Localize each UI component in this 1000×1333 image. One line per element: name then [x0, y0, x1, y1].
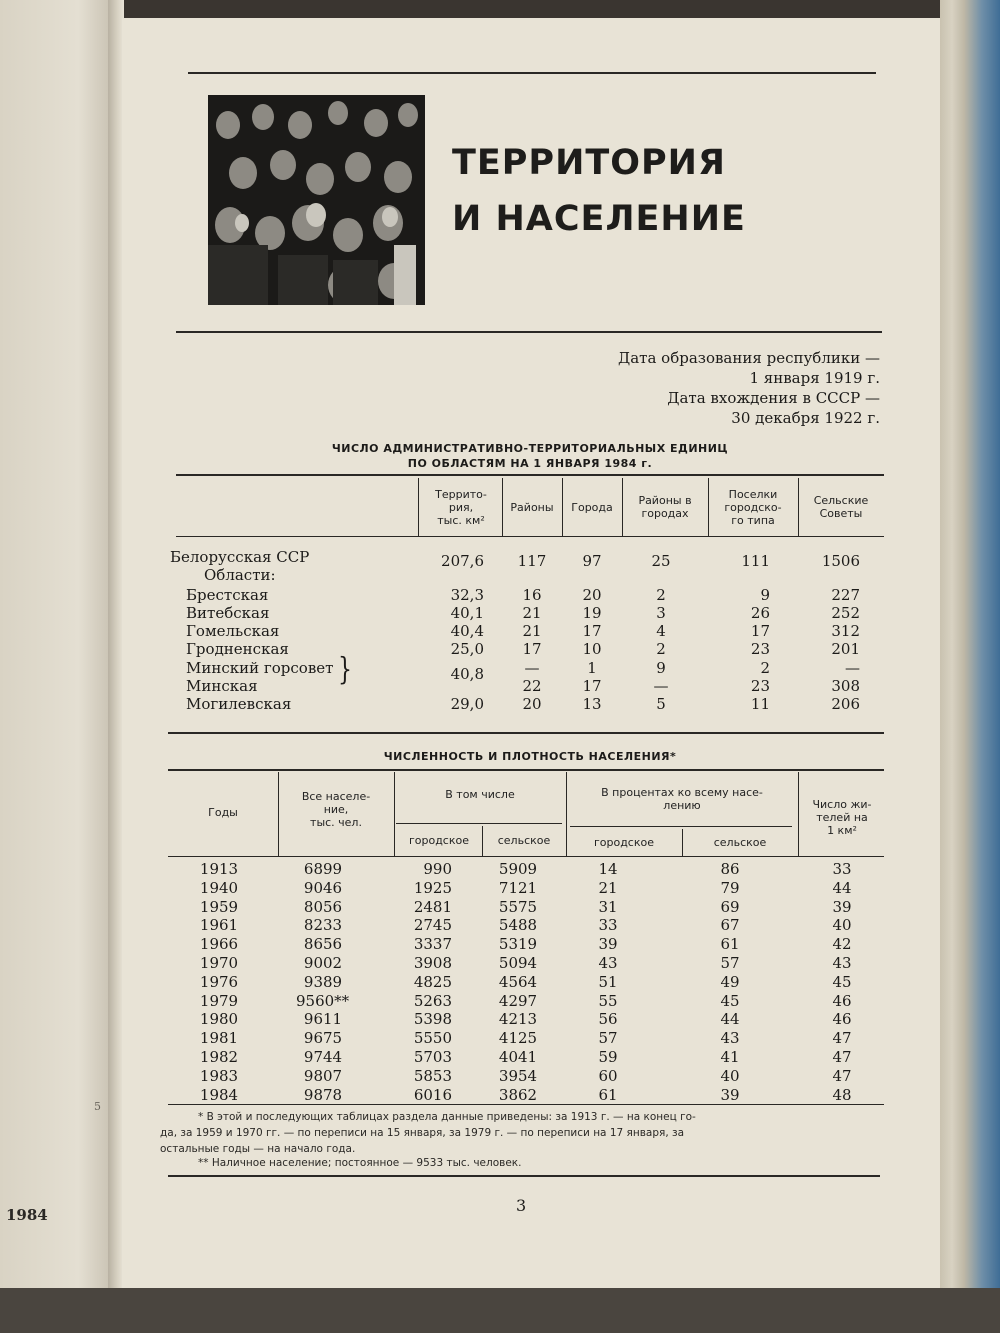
table2-cell: 1970 — [199, 954, 239, 972]
table2-cell: 40 — [720, 1066, 740, 1085]
table1-cell: 16 — [522, 586, 542, 604]
table1-cell: 252 — [831, 604, 860, 622]
table2-cell: 51 — [598, 972, 618, 991]
section-title: ТЕРРИТОРИЯ И НАСЕЛЕНИЕ — [452, 143, 746, 239]
table2-col-divider — [278, 772, 279, 856]
table2-cell: 9807 — [303, 1066, 343, 1085]
table1-cell: — — [845, 659, 860, 677]
table1-cell: 1 — [587, 659, 597, 677]
table1-cell: — — [653, 677, 669, 695]
table2-cell: 47 — [832, 1048, 852, 1066]
table2-col-divider — [798, 772, 799, 856]
table2-cell: 48 — [832, 1085, 852, 1104]
table2-cell: 5703 — [413, 1048, 452, 1066]
table2-caption: ЧИСЛЕННОСТЬ И ПЛОТНОСТЬ НАСЕЛЕНИЯ* — [383, 750, 677, 763]
table1-row-label: Витебская — [186, 604, 270, 622]
table2-cell: 45 — [720, 991, 740, 1010]
table1-cell: 201 — [831, 640, 860, 658]
table2-cell: 1940 — [199, 878, 239, 897]
table1-column-header: Сельские Советы — [813, 494, 869, 520]
table1-column-header: Районы в городах — [638, 494, 692, 520]
table1-cell: 97 — [582, 552, 602, 570]
table1-cell: 40,4 — [450, 622, 484, 640]
date-line-4: 30 декабря 1922 г. — [731, 409, 880, 427]
table1-cell: 23 — [750, 677, 770, 695]
table2-cell: 9560** — [296, 991, 350, 1010]
table1-row-label: Области: — [204, 566, 276, 584]
table2-cell: 47 — [832, 1066, 852, 1085]
left-page-mark: 5 — [94, 1100, 101, 1113]
table2-cell: 4297 — [498, 991, 538, 1010]
table2-cell: 39 — [832, 897, 852, 916]
table2-sub-rule-2 — [570, 826, 792, 827]
table2-cell: 9744 — [303, 1048, 343, 1066]
table2-cell: 1913 — [199, 860, 239, 878]
table1-caption-2: ПО ОБЛАСТЯМ НА 1 ЯНВАРЯ 1984 г. — [407, 457, 653, 470]
table2-cell: 39 — [598, 935, 618, 954]
table2-header-rural-pct: сельское — [713, 836, 767, 849]
table1-cell: 17 — [582, 677, 602, 695]
table2-cell: 5853 — [413, 1066, 452, 1085]
footnote-3: остальные годы — на начало года. — [160, 1143, 356, 1155]
table2-cell: 40 — [832, 916, 852, 935]
table1-cell: 9 — [760, 586, 770, 604]
table2-cell: 5263 — [413, 991, 452, 1010]
table2-cell: 5909 — [498, 860, 538, 878]
table1-row-label: Белорусская ССР — [170, 548, 310, 566]
table2-cell: 56 — [598, 1010, 618, 1029]
table2-cell: 8056 — [303, 897, 343, 916]
table2-cell: 43 — [832, 954, 852, 972]
date-line-2: 1 января 1919 г. — [749, 369, 880, 387]
table2-cell: 1966 — [199, 935, 239, 954]
minsk-brace: } — [338, 652, 352, 688]
table2-cell: 86 — [720, 860, 740, 878]
table1-cell: 20 — [522, 695, 542, 713]
table1-cell: 21 — [522, 604, 542, 622]
table2-cell: 4125 — [498, 1029, 538, 1048]
table2-cell: 45 — [832, 972, 852, 991]
table2-cell: 1959 — [199, 897, 239, 916]
table1-cell: 40,1 — [450, 604, 484, 622]
table1-row-label: Минская — [186, 677, 258, 695]
table1-cell: 308 — [831, 677, 860, 695]
table2-cell: 1982 — [199, 1048, 239, 1066]
table1-cell: 17 — [582, 622, 602, 640]
table1-cell: 2 — [656, 640, 666, 658]
table1-cell: 17 — [750, 622, 770, 640]
table1-column-header: Террито- рия, тыс. км² — [435, 487, 487, 527]
table2-header-urban-pct: городское — [593, 836, 655, 849]
table1-cell: 206 — [831, 695, 860, 713]
table2-cell: 9878 — [303, 1085, 343, 1104]
table1-cell: 23 — [750, 640, 770, 658]
table1-cell: 117 — [517, 552, 547, 570]
table1-cell: 207,6 — [441, 552, 484, 570]
table2-cell: 5550 — [413, 1029, 452, 1048]
table2-cell: 5575 — [498, 897, 538, 916]
table2-header-total: Все населе- ние, тыс. чел. — [301, 790, 371, 829]
table2-header-years: Годы — [208, 806, 238, 819]
table1-cell: 22 — [522, 677, 542, 695]
table2-cell: 7121 — [498, 878, 538, 897]
table2-cell: 55 — [598, 991, 618, 1010]
table2-cell: 46 — [832, 1010, 852, 1029]
table2-cell: 67 — [720, 916, 740, 935]
table2-cell: 47 — [832, 1029, 852, 1048]
table2-cell: 4564 — [498, 972, 538, 991]
table1-cell: 25,0 — [450, 640, 484, 658]
crowd-photo — [208, 95, 425, 305]
table2-cell: 9389 — [303, 972, 343, 991]
table1-cell: 10 — [582, 640, 602, 658]
table1-cell: 21 — [522, 622, 542, 640]
header-bottom-rule — [176, 331, 882, 333]
table2-cell: 57 — [720, 954, 740, 972]
table2-cell: 69 — [720, 897, 740, 916]
table1-column-header: Районы — [510, 500, 554, 514]
table2-cell: 3337 — [413, 935, 452, 954]
table1-cell: 20 — [582, 586, 602, 604]
table1-bottom-rule — [168, 732, 884, 734]
page-number: 3 — [516, 1196, 527, 1215]
table1-cell: 111 — [741, 552, 770, 570]
formation-dates — [618, 348, 880, 428]
table1-cell: 2 — [760, 659, 770, 677]
table1-header-rule — [176, 536, 884, 537]
top-rule — [188, 72, 876, 74]
table1-cell: 1506 — [821, 552, 860, 570]
table1-cell: — — [524, 659, 540, 677]
table-surface — [0, 1288, 1000, 1333]
table2-col-divider — [394, 772, 395, 856]
table1-cell: 19 — [582, 604, 602, 622]
table2-header-rule — [168, 856, 884, 857]
table2-cell: 1976 — [199, 972, 239, 991]
table2-cell: 44 — [720, 1010, 740, 1029]
table2-cell: 9046 — [303, 878, 343, 897]
table2-cell: 8233 — [303, 916, 343, 935]
table1-cell: 25 — [651, 552, 671, 570]
table2-cell: 2745 — [413, 916, 452, 935]
footnote-2: да, за 1959 и 1970 гг. — по переписи на 15 января, за 1979 г. — по переписи на 17 января, за — [160, 1127, 685, 1139]
table2-cell: 6899 — [303, 860, 343, 878]
table2-cell: 59 — [598, 1048, 618, 1066]
table1-row-label: Гродненская — [186, 640, 289, 658]
table1-cell: 13 — [582, 695, 602, 713]
table2-cell: 1925 — [413, 878, 452, 897]
table2-header-density: Число жи- телей на 1 км² — [812, 798, 872, 837]
table2-cell: 5319 — [498, 935, 538, 954]
table2-cell: 21 — [598, 878, 618, 897]
book-edge — [940, 0, 1000, 1333]
table1-cell: 11 — [750, 695, 770, 713]
table2-header-including: В том числе — [445, 788, 515, 801]
table2-cell: 3954 — [498, 1066, 538, 1085]
table2-col-divider — [482, 826, 483, 856]
table2-cell: 31 — [598, 897, 618, 916]
table2-cell: 2481 — [413, 897, 452, 916]
table2-cell: 44 — [832, 878, 852, 897]
table1-cell: 17 — [522, 640, 542, 658]
table2-cell: 43 — [598, 954, 618, 972]
table2-cell: 5488 — [498, 916, 538, 935]
table2-cell: 1961 — [199, 916, 239, 935]
table1-cell: 32,3 — [450, 586, 484, 604]
left-page-year: 1984 — [6, 1206, 48, 1224]
table1-caption-1: ЧИСЛО АДМИНИСТРАТИВНО-ТЕРРИТОРИАЛЬНЫХ ЕДИНИЦ — [331, 442, 729, 455]
table2-cell: 1979 — [199, 991, 239, 1010]
table2-cell: 6016 — [413, 1085, 452, 1104]
table1-cell: 29,0 — [450, 695, 484, 713]
table2-cell: 33 — [598, 916, 618, 935]
table2-cell: 39 — [720, 1085, 740, 1104]
table2-cell: 5094 — [498, 954, 538, 972]
table2-header-rural: сельское — [497, 834, 551, 847]
footnote-rule — [168, 1175, 880, 1177]
table2-bottom-rule — [168, 1104, 884, 1105]
table2-cell: 14 — [598, 860, 618, 878]
date-line-3: Дата вхождения в СССР — — [667, 389, 880, 407]
table2-cell: 60 — [598, 1066, 618, 1085]
table1-cell: 4 — [656, 622, 666, 640]
table2-cell: 1981 — [199, 1029, 239, 1048]
table1-cell: 26 — [750, 604, 770, 622]
date-line-1: Дата образования республики — — [618, 349, 880, 367]
table2-cell: 79 — [720, 878, 740, 897]
table2-cell: 61 — [598, 1085, 618, 1104]
table1-row-label: Брестская — [186, 586, 269, 604]
table2-cell: 1984 — [199, 1085, 239, 1104]
footnote-1: * В этой и последующих таблицах раздела данные приведены: за 1913 г. — на конец го- — [198, 1111, 696, 1123]
table2-cell: 4825 — [413, 972, 452, 991]
table2-cell: 8656 — [303, 935, 343, 954]
table2-cell: 4041 — [498, 1048, 538, 1066]
table2-header-percent: В процентах ко всему насе- лению — [601, 786, 763, 812]
footnote-4: ** Наличное население; постоянное — 9533 тыс. человек. — [198, 1157, 522, 1169]
table1-row-label: Минский горсовет — [186, 659, 334, 677]
table2-cell: 41 — [720, 1048, 740, 1066]
table2-col-divider — [566, 772, 567, 856]
table2-sub-rule-1 — [396, 823, 562, 824]
table1-column-header: Города — [571, 500, 613, 514]
table2-top-rule — [168, 769, 884, 771]
table1-col-divider — [418, 478, 419, 536]
table2-col-divider — [682, 829, 683, 856]
table1-cell: 9 — [656, 659, 666, 677]
table1-cell: 3 — [656, 604, 666, 622]
table1-cell: 227 — [831, 586, 860, 604]
minsk-area-value: 40,8 — [450, 665, 484, 683]
table1-cell: 5 — [656, 695, 666, 713]
table1-row-label: Гомельская — [186, 622, 280, 640]
table1-cell: 312 — [831, 622, 860, 640]
table2-cell: 57 — [598, 1029, 618, 1048]
table2-cell: 9002 — [303, 954, 343, 972]
table2-cell: 5398 — [413, 1010, 452, 1029]
left-page — [0, 0, 112, 1333]
table1-top-rule — [176, 474, 884, 476]
table2-cell: 9611 — [303, 1010, 343, 1029]
table2-cell: 4213 — [498, 1010, 538, 1029]
table2-cell: 990 — [423, 860, 452, 878]
table2-cell: 1980 — [199, 1010, 239, 1029]
table2-cell: 49 — [720, 972, 740, 991]
table2-cell: 42 — [832, 935, 852, 954]
table2-cell: 43 — [720, 1029, 740, 1048]
table1-cell: 2 — [656, 586, 666, 604]
table2-cell: 9675 — [303, 1029, 343, 1048]
table1-row-label: Могилевская — [186, 695, 292, 713]
table2-cell: 3862 — [498, 1085, 538, 1104]
table1-column-header: Поселки городско- го типа — [724, 487, 782, 527]
table2-cell: 33 — [832, 860, 852, 878]
table2-cell: 3908 — [413, 954, 452, 972]
table2-cell: 46 — [832, 991, 852, 1010]
table2-header-urban: городское — [408, 834, 470, 847]
table2-cell: 1983 — [199, 1066, 239, 1085]
table2-cell: 61 — [720, 935, 740, 954]
